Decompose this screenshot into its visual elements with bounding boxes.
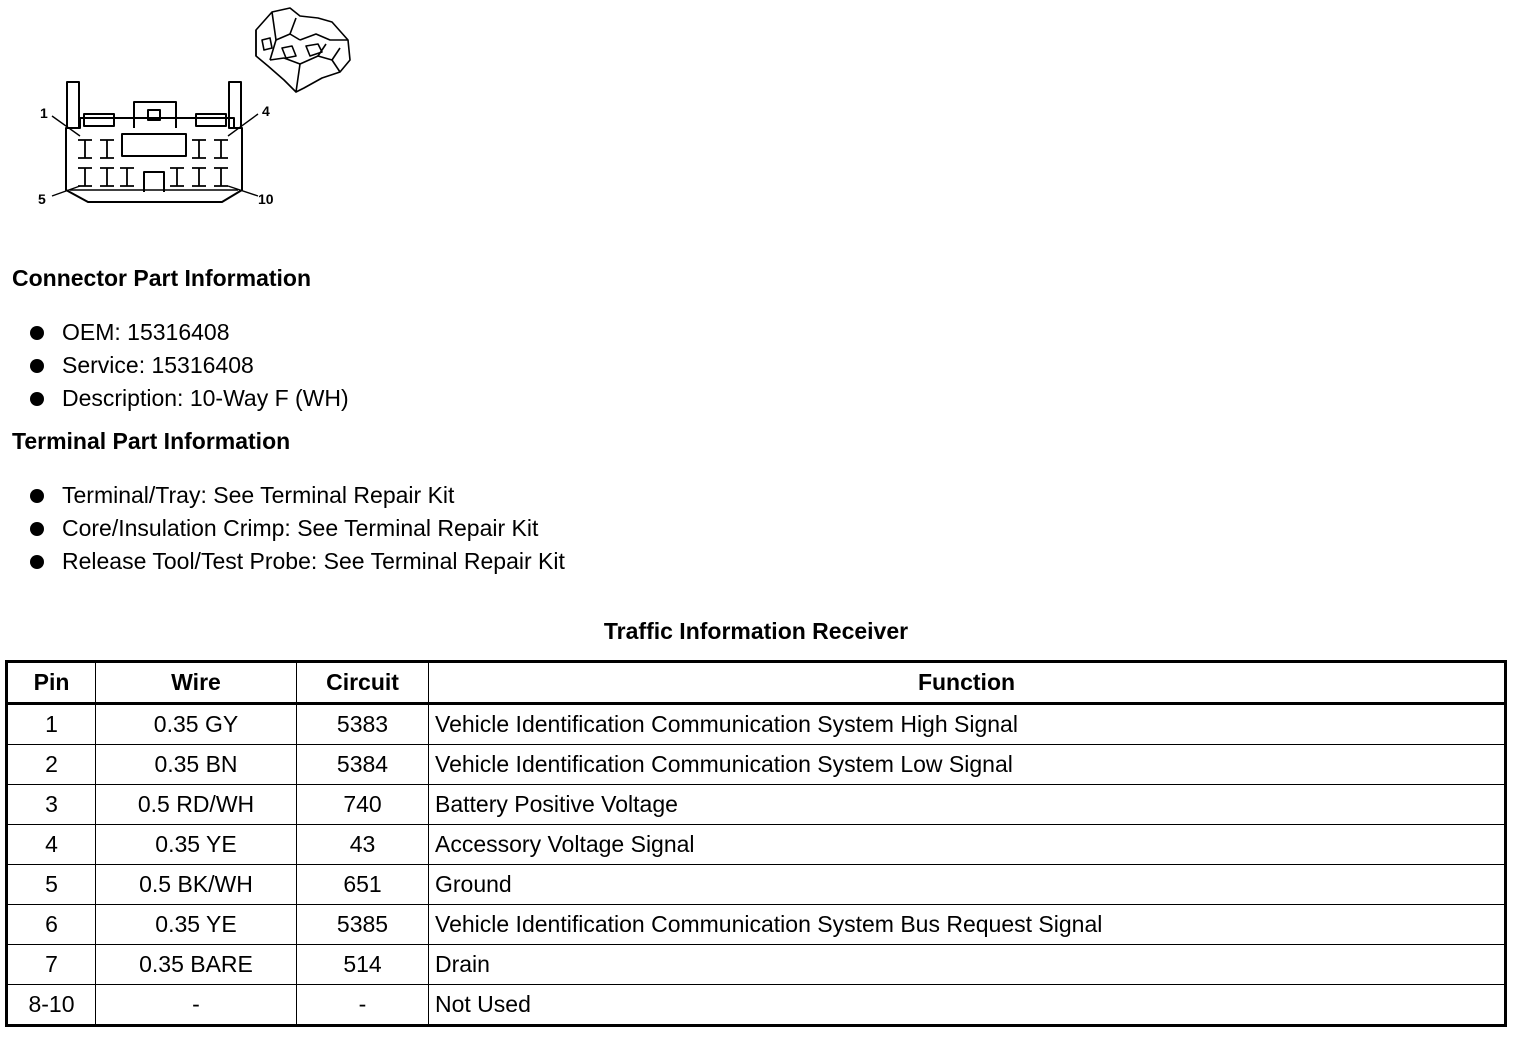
cell-circuit: 651 bbox=[297, 865, 429, 905]
cell-wire: 0.5 RD/WH bbox=[96, 785, 297, 825]
table-row bbox=[7, 704, 1506, 745]
list-item: Terminal/Tray: See Terminal Repair Kit bbox=[28, 479, 565, 512]
cell-function: Vehicle Identification Communication System Bus Request Signal bbox=[429, 905, 1506, 945]
column-header-wire: Wire bbox=[96, 662, 297, 704]
cell-function: Accessory Voltage Signal bbox=[429, 825, 1506, 865]
pin-label-5: 5 bbox=[38, 191, 46, 207]
cell-function: Battery Positive Voltage bbox=[429, 785, 1506, 825]
cell-pin: 3 bbox=[7, 785, 96, 825]
cell-wire: 0.5 BK/WH bbox=[96, 865, 297, 905]
cell-function: Drain bbox=[429, 945, 1506, 985]
bottom-row-terminals bbox=[78, 168, 228, 186]
table-row bbox=[7, 825, 1506, 865]
cell-pin: 8-10 bbox=[7, 985, 96, 1026]
table-row bbox=[7, 945, 1506, 985]
cell-function: Ground bbox=[429, 865, 1506, 905]
cell-function: Vehicle Identification Communication System Low Signal bbox=[429, 745, 1506, 785]
pinout-table bbox=[5, 660, 1507, 1027]
cell-circuit: 43 bbox=[297, 825, 429, 865]
cell-pin: 1 bbox=[7, 704, 96, 745]
terminal-info-list bbox=[28, 479, 565, 578]
cell-pin: 6 bbox=[7, 905, 96, 945]
cell-wire: 0.35 YE bbox=[96, 905, 297, 945]
cell-circuit: 5383 bbox=[297, 704, 429, 745]
cell-pin: 5 bbox=[7, 865, 96, 905]
cell-wire: 0.35 GY bbox=[96, 704, 297, 745]
bullet-icon bbox=[30, 392, 44, 406]
column-header-circuit: Circuit bbox=[297, 662, 429, 704]
cell-circuit: 5385 bbox=[297, 905, 429, 945]
cell-circuit: 740 bbox=[297, 785, 429, 825]
cell-function: Not Used bbox=[429, 985, 1506, 1026]
list-item: OEM: 15316408 bbox=[28, 316, 349, 349]
cell-wire: - bbox=[96, 985, 297, 1026]
bullet-icon bbox=[30, 359, 44, 373]
cell-circuit: - bbox=[297, 985, 429, 1026]
list-item: Release Tool/Test Probe: See Terminal Repair Kit bbox=[28, 545, 565, 578]
list-item: Service: 15316408 bbox=[28, 349, 349, 382]
cell-pin: 7 bbox=[7, 945, 96, 985]
table-row bbox=[7, 785, 1506, 825]
list-item: Description: 10-Way F (WH) bbox=[28, 382, 349, 415]
cell-pin: 2 bbox=[7, 745, 96, 785]
pin-label-10: 10 bbox=[258, 191, 274, 207]
connector-3d-illustration bbox=[256, 8, 350, 92]
cell-circuit: 514 bbox=[297, 945, 429, 985]
bullet-icon bbox=[30, 489, 44, 503]
table-title: Traffic Information Receiver bbox=[603, 618, 909, 644]
bullet-icon bbox=[30, 555, 44, 569]
table-row bbox=[7, 745, 1506, 785]
terminal-info-heading: Terminal Part Information bbox=[12, 428, 291, 454]
connector-info-heading: Connector Part Information bbox=[12, 265, 312, 291]
column-header-function: Function bbox=[429, 662, 1506, 704]
pin-label-1: 1 bbox=[40, 105, 48, 121]
list-item: Core/Insulation Crimp: See Terminal Repair Kit bbox=[28, 512, 565, 545]
cell-circuit: 5384 bbox=[297, 745, 429, 785]
table-header-row bbox=[7, 662, 1506, 704]
connector-diagram bbox=[0, 0, 380, 215]
connector-info-list bbox=[28, 316, 349, 415]
cell-wire: 0.35 YE bbox=[96, 825, 297, 865]
bullet-icon bbox=[30, 326, 44, 340]
cell-pin: 4 bbox=[7, 825, 96, 865]
pin-label-4: 4 bbox=[262, 103, 270, 119]
table-row bbox=[7, 905, 1506, 945]
cell-function: Vehicle Identification Communication System High Signal bbox=[429, 704, 1506, 745]
cell-wire: 0.35 BARE bbox=[96, 945, 297, 985]
column-header-pin: Pin bbox=[7, 662, 96, 704]
table-row bbox=[7, 985, 1506, 1026]
bullet-icon bbox=[30, 522, 44, 536]
table-row bbox=[7, 865, 1506, 905]
cell-wire: 0.35 BN bbox=[96, 745, 297, 785]
connector-face-view bbox=[52, 82, 258, 202]
